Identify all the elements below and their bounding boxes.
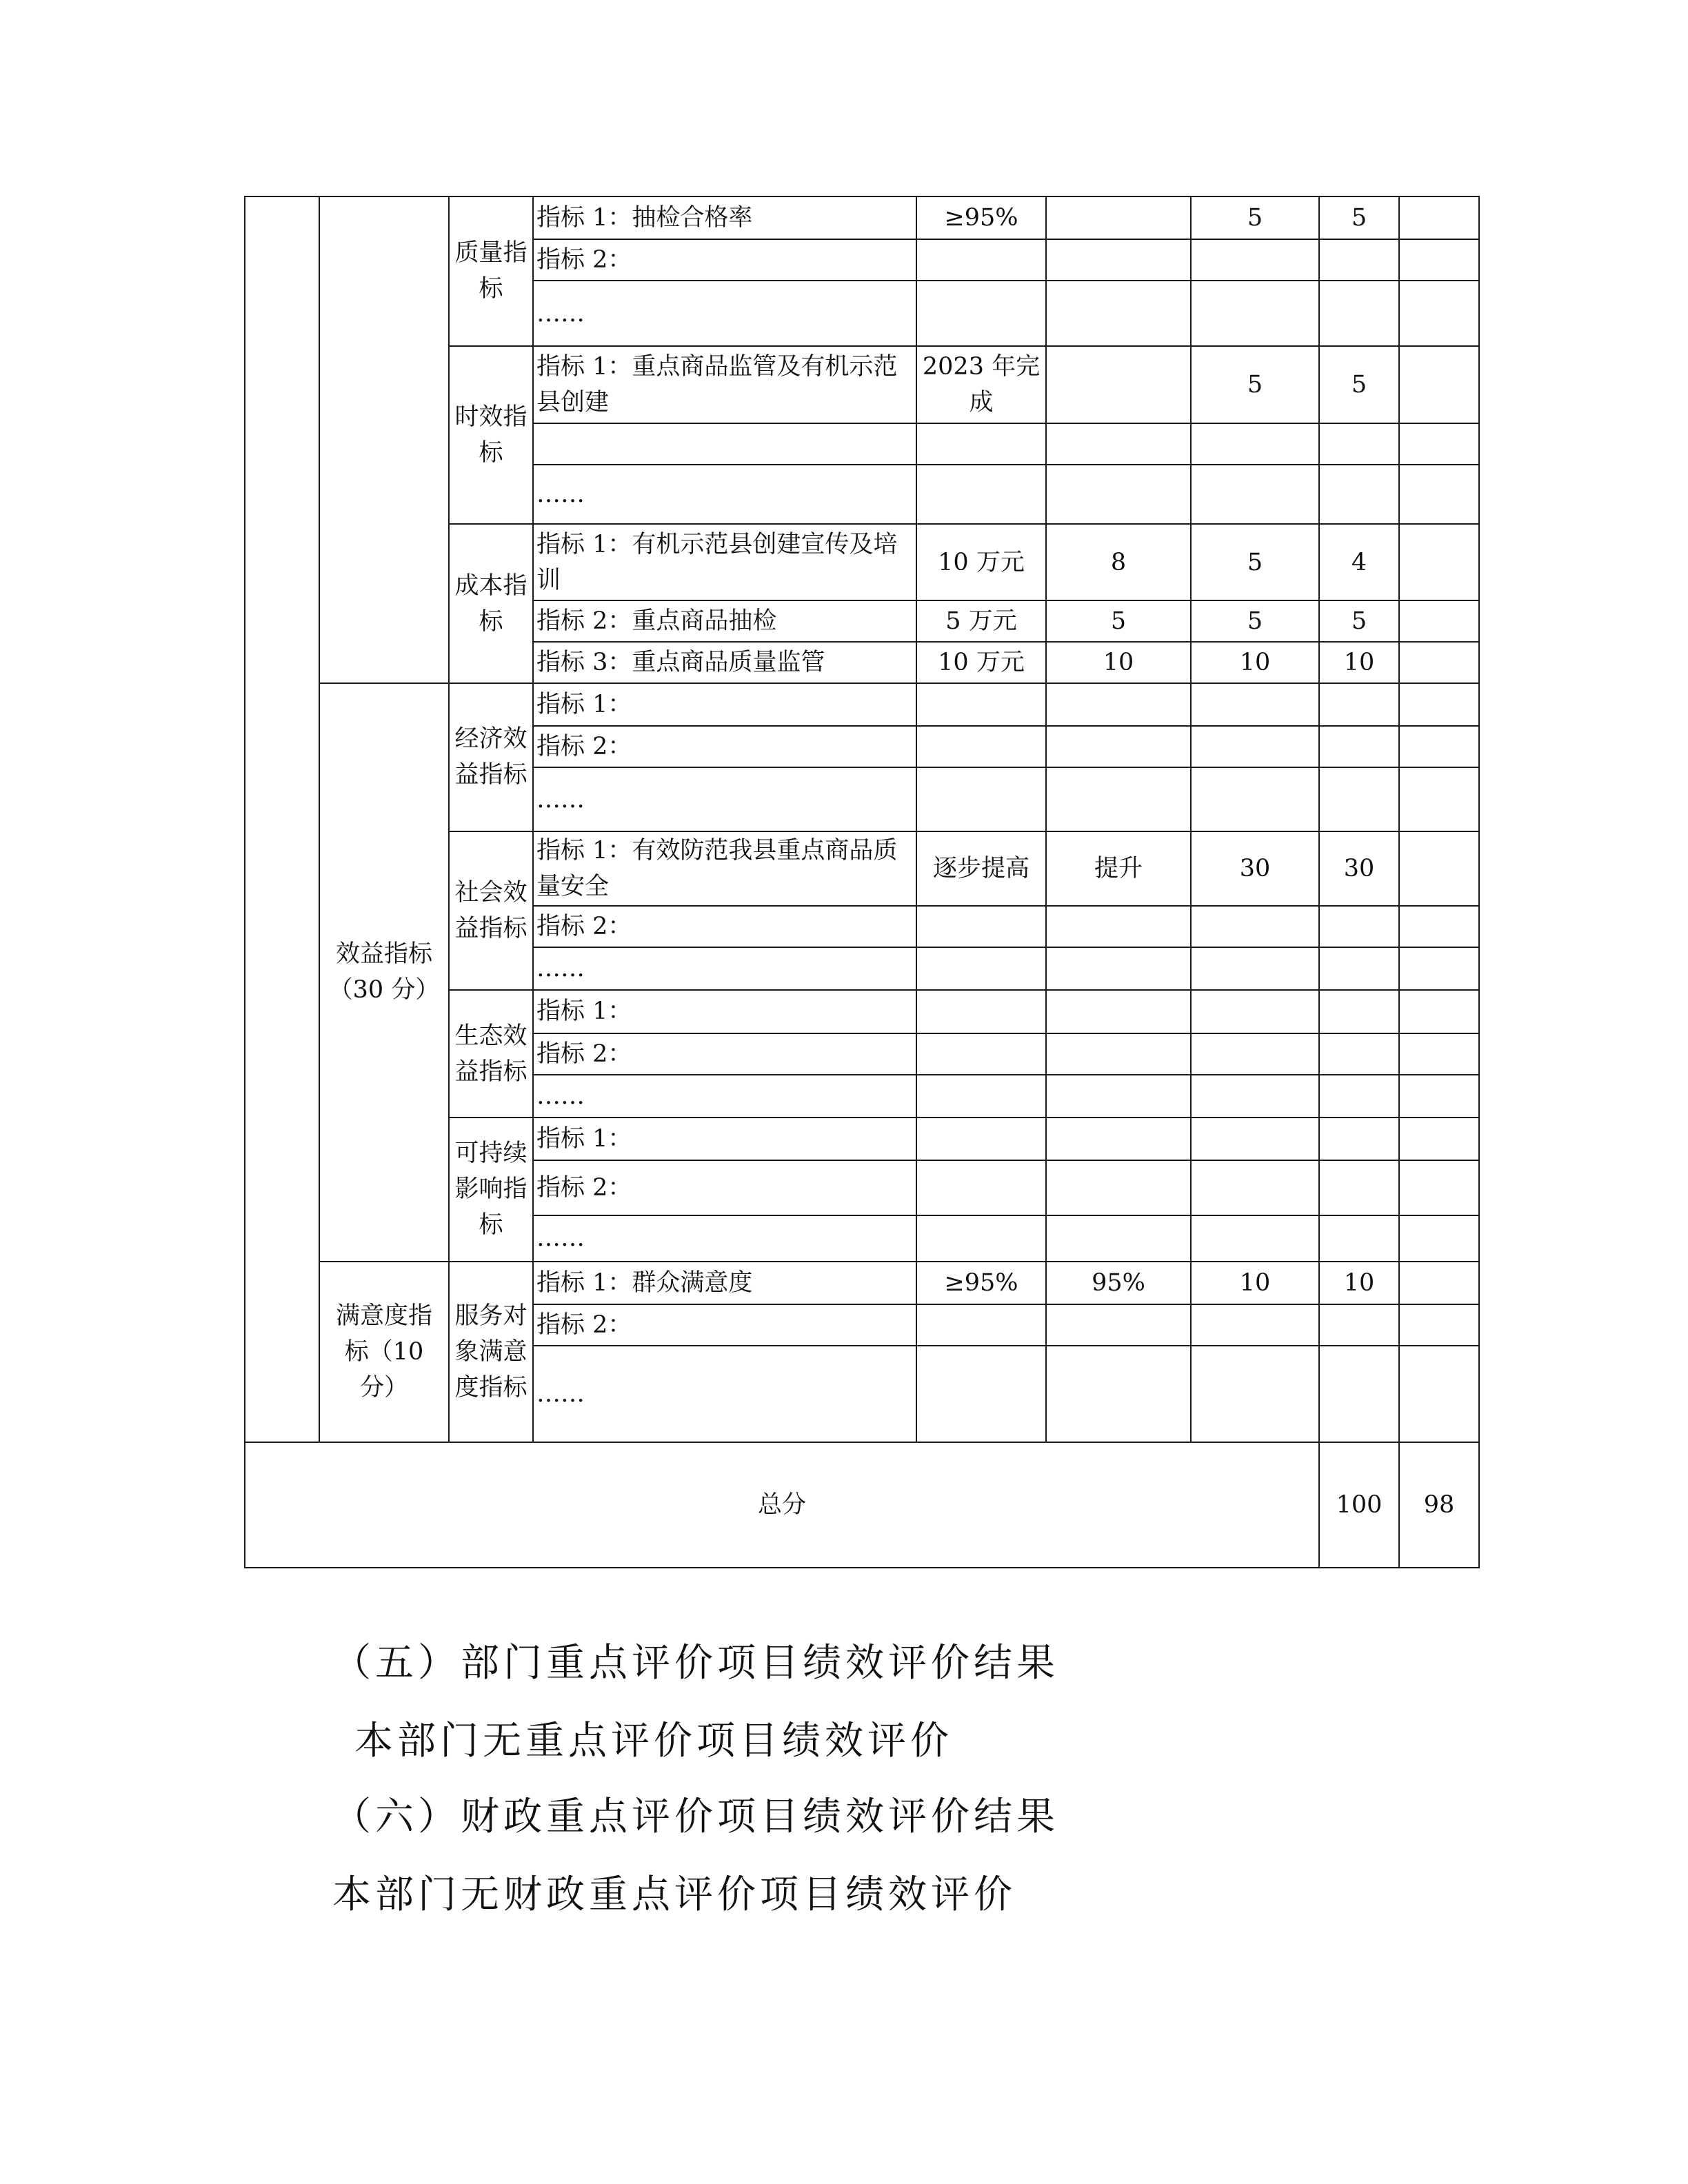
weight-cell <box>1191 1215 1319 1261</box>
score-cell <box>1319 947 1399 990</box>
indicator-cell: 指标 2： <box>533 1160 916 1215</box>
table-side-column <box>245 196 319 1442</box>
indicator-cell: 指标 3：重点商品质量监管 <box>533 642 916 683</box>
score-cell <box>1319 1304 1399 1346</box>
indicator-cell: 指标 1：重点商品监管及有机示范县创建 <box>533 346 916 423</box>
score-cell <box>1319 281 1399 345</box>
indicator-cell: 指标 1：群众满意度 <box>533 1262 916 1304</box>
actual-cell <box>1046 281 1191 345</box>
remark-cell <box>1399 196 1479 239</box>
remark-cell <box>1399 726 1479 767</box>
remark-cell <box>1399 1262 1479 1304</box>
indicator-cell: 指标 2： <box>533 1304 916 1346</box>
weight-cell <box>1191 906 1319 947</box>
actual-cell <box>1046 990 1191 1033</box>
target-cell <box>916 1118 1046 1160</box>
indicator-cell: 指标 1：抽检合格率 <box>533 196 916 239</box>
target-cell <box>916 1160 1046 1215</box>
score-cell <box>1319 1160 1399 1215</box>
category-economic: 经济效益指标 <box>449 683 533 831</box>
score-cell <box>1319 239 1399 281</box>
remark-cell <box>1399 423 1479 465</box>
actual-cell <box>1046 346 1191 423</box>
target-cell: ≥95% <box>916 196 1046 239</box>
target-cell: 10 万元 <box>916 642 1046 683</box>
indicator-cell: …… <box>533 1215 916 1261</box>
indicator-cell: 指标 2： <box>533 726 916 767</box>
target-cell: 5 万元 <box>916 600 1046 642</box>
satisfaction-group-label: 满意度指标（10 分） <box>319 1262 449 1443</box>
score-cell: 4 <box>1319 524 1399 600</box>
target-cell <box>916 465 1046 524</box>
indicator-cell: 指标 2： <box>533 239 916 281</box>
benefit-group-label: 效益指标（30 分） <box>319 683 449 1261</box>
score-cell <box>1319 767 1399 831</box>
indicator-cell: …… <box>533 465 916 524</box>
indicator-cell: …… <box>533 1346 916 1442</box>
weight-cell: 10 <box>1191 1262 1319 1304</box>
target-cell <box>916 1304 1046 1346</box>
score-cell <box>1319 423 1399 465</box>
category-timeliness: 时效指标 <box>449 346 533 525</box>
actual-cell: 5 <box>1046 600 1191 642</box>
weight-cell <box>1191 239 1319 281</box>
actual-cell <box>1046 947 1191 990</box>
remark-cell <box>1399 239 1479 281</box>
indicator-cell: 指标 2： <box>533 1033 916 1075</box>
weight-cell <box>1191 683 1319 726</box>
remark-cell <box>1399 683 1479 726</box>
remark-cell <box>1399 465 1479 524</box>
actual-cell <box>1046 1304 1191 1346</box>
score-cell <box>1319 726 1399 767</box>
score-cell: 10 <box>1319 642 1399 683</box>
remark-cell <box>1399 1075 1479 1118</box>
target-cell <box>916 990 1046 1033</box>
category-ecological: 生态效益指标 <box>449 990 533 1118</box>
target-cell <box>916 281 1046 345</box>
actual-cell <box>1046 906 1191 947</box>
remark-cell <box>1399 1215 1479 1261</box>
remark-cell <box>1399 990 1479 1033</box>
weight-cell <box>1191 767 1319 831</box>
target-cell <box>916 947 1046 990</box>
indicator-cell: …… <box>533 767 916 831</box>
score-cell <box>1319 990 1399 1033</box>
indicator-cell <box>533 423 916 465</box>
remark-cell <box>1399 1033 1479 1075</box>
weight-cell <box>1191 1160 1319 1215</box>
remark-cell <box>1399 346 1479 423</box>
target-cell <box>916 423 1046 465</box>
remark-cell <box>1399 767 1479 831</box>
actual-cell <box>1046 239 1191 281</box>
target-cell: 10 万元 <box>916 524 1046 600</box>
remark-cell <box>1399 1118 1479 1160</box>
category-cost: 成本指标 <box>449 524 533 683</box>
remark-cell <box>1399 831 1479 906</box>
remark-cell <box>1399 906 1479 947</box>
category-social: 社会效益指标 <box>449 831 533 991</box>
score-cell <box>1319 1346 1399 1442</box>
indicator-cell: …… <box>533 281 916 345</box>
indicator-cell: 指标 2：重点商品抽检 <box>533 600 916 642</box>
target-cell <box>916 767 1046 831</box>
weight-cell: 5 <box>1191 524 1319 600</box>
score-cell: 5 <box>1319 600 1399 642</box>
weight-cell <box>1191 1346 1319 1442</box>
indicator-cell: …… <box>533 1075 916 1118</box>
target-cell: 逐步提高 <box>916 831 1046 906</box>
weight-cell: 5 <box>1191 196 1319 239</box>
total-weight: 100 <box>1319 1442 1399 1568</box>
actual-cell: 提升 <box>1046 831 1191 906</box>
actual-cell <box>1046 726 1191 767</box>
weight-cell <box>1191 1075 1319 1118</box>
actual-cell <box>1046 465 1191 524</box>
actual-cell: 95% <box>1046 1262 1191 1304</box>
section6-text: 本部门无财政重点评价项目绩效评价 <box>332 1872 1016 1917</box>
actual-cell <box>1046 1033 1191 1075</box>
remark-cell <box>1399 1346 1479 1442</box>
indicator-cell: 指标 2： <box>533 906 916 947</box>
weight-cell <box>1191 423 1319 465</box>
indicator-cell: 指标 1： <box>533 683 916 726</box>
target-cell: 2023 年完成 <box>916 346 1046 423</box>
actual-cell <box>1046 196 1191 239</box>
weight-cell <box>1191 990 1319 1033</box>
remark-cell <box>1399 642 1479 683</box>
weight-cell: 10 <box>1191 642 1319 683</box>
weight-cell: 30 <box>1191 831 1319 906</box>
weight-cell <box>1191 947 1319 990</box>
category-quality: 质量指标 <box>449 196 533 346</box>
performance-table <box>244 196 1480 1568</box>
score-cell <box>1319 1033 1399 1075</box>
actual-cell <box>1046 683 1191 726</box>
indicator-cell: 指标 1：有效防范我县重点商品质量安全 <box>533 831 916 906</box>
actual-cell <box>1046 1215 1191 1261</box>
remark-cell <box>1399 1304 1479 1346</box>
actual-cell <box>1046 1118 1191 1160</box>
remark-cell <box>1399 1160 1479 1215</box>
score-cell <box>1319 1215 1399 1261</box>
score-cell: 30 <box>1319 831 1399 906</box>
indicator-cell: 指标 1：有机示范县创建宣传及培训 <box>533 524 916 600</box>
remark-cell <box>1399 947 1479 990</box>
section6-heading: （六）财政重点评价项目绩效评价结果 <box>332 1794 1059 1839</box>
remark-cell <box>1399 600 1479 642</box>
remark-cell <box>1399 281 1479 345</box>
target-cell <box>916 1075 1046 1118</box>
indicator-cell: …… <box>533 947 916 990</box>
target-cell <box>916 726 1046 767</box>
target-cell <box>916 1033 1046 1075</box>
weight-cell: 5 <box>1191 346 1319 423</box>
weight-cell <box>1191 465 1319 524</box>
indicator-cell: 指标 1： <box>533 1118 916 1160</box>
target-cell <box>916 906 1046 947</box>
score-cell: 5 <box>1319 196 1399 239</box>
actual-cell <box>1046 1075 1191 1118</box>
total-label: 总分 <box>245 1442 1319 1568</box>
score-cell <box>1319 1118 1399 1160</box>
target-cell <box>916 683 1046 726</box>
actual-cell <box>1046 767 1191 831</box>
category-service-satisfaction: 服务对象满意度指标 <box>449 1262 533 1443</box>
actual-cell: 10 <box>1046 642 1191 683</box>
weight-cell <box>1191 726 1319 767</box>
weight-cell <box>1191 281 1319 345</box>
score-cell <box>1319 906 1399 947</box>
score-cell <box>1319 465 1399 524</box>
section5-text: 本部门无重点评价项目绩效评价 <box>354 1719 953 1763</box>
score-cell: 10 <box>1319 1262 1399 1304</box>
weight-cell <box>1191 1118 1319 1160</box>
score-cell: 5 <box>1319 346 1399 423</box>
target-cell: ≥95% <box>916 1262 1046 1304</box>
score-cell <box>1319 683 1399 726</box>
weight-cell <box>1191 1304 1319 1346</box>
remark-cell <box>1399 524 1479 600</box>
target-cell <box>916 1346 1046 1442</box>
target-cell <box>916 239 1046 281</box>
actual-cell <box>1046 1346 1191 1442</box>
weight-cell <box>1191 1033 1319 1075</box>
actual-cell <box>1046 423 1191 465</box>
indicator-cell: 指标 1： <box>533 990 916 1033</box>
output-group-column <box>319 196 449 683</box>
section5-heading: （五）部门重点评价项目绩效评价结果 <box>332 1641 1059 1686</box>
score-cell <box>1319 1075 1399 1118</box>
category-sustainable: 可持续影响指标 <box>449 1118 533 1262</box>
total-score: 98 <box>1399 1442 1479 1568</box>
actual-cell <box>1046 1160 1191 1215</box>
actual-cell: 8 <box>1046 524 1191 600</box>
target-cell <box>916 1215 1046 1261</box>
weight-cell: 5 <box>1191 600 1319 642</box>
